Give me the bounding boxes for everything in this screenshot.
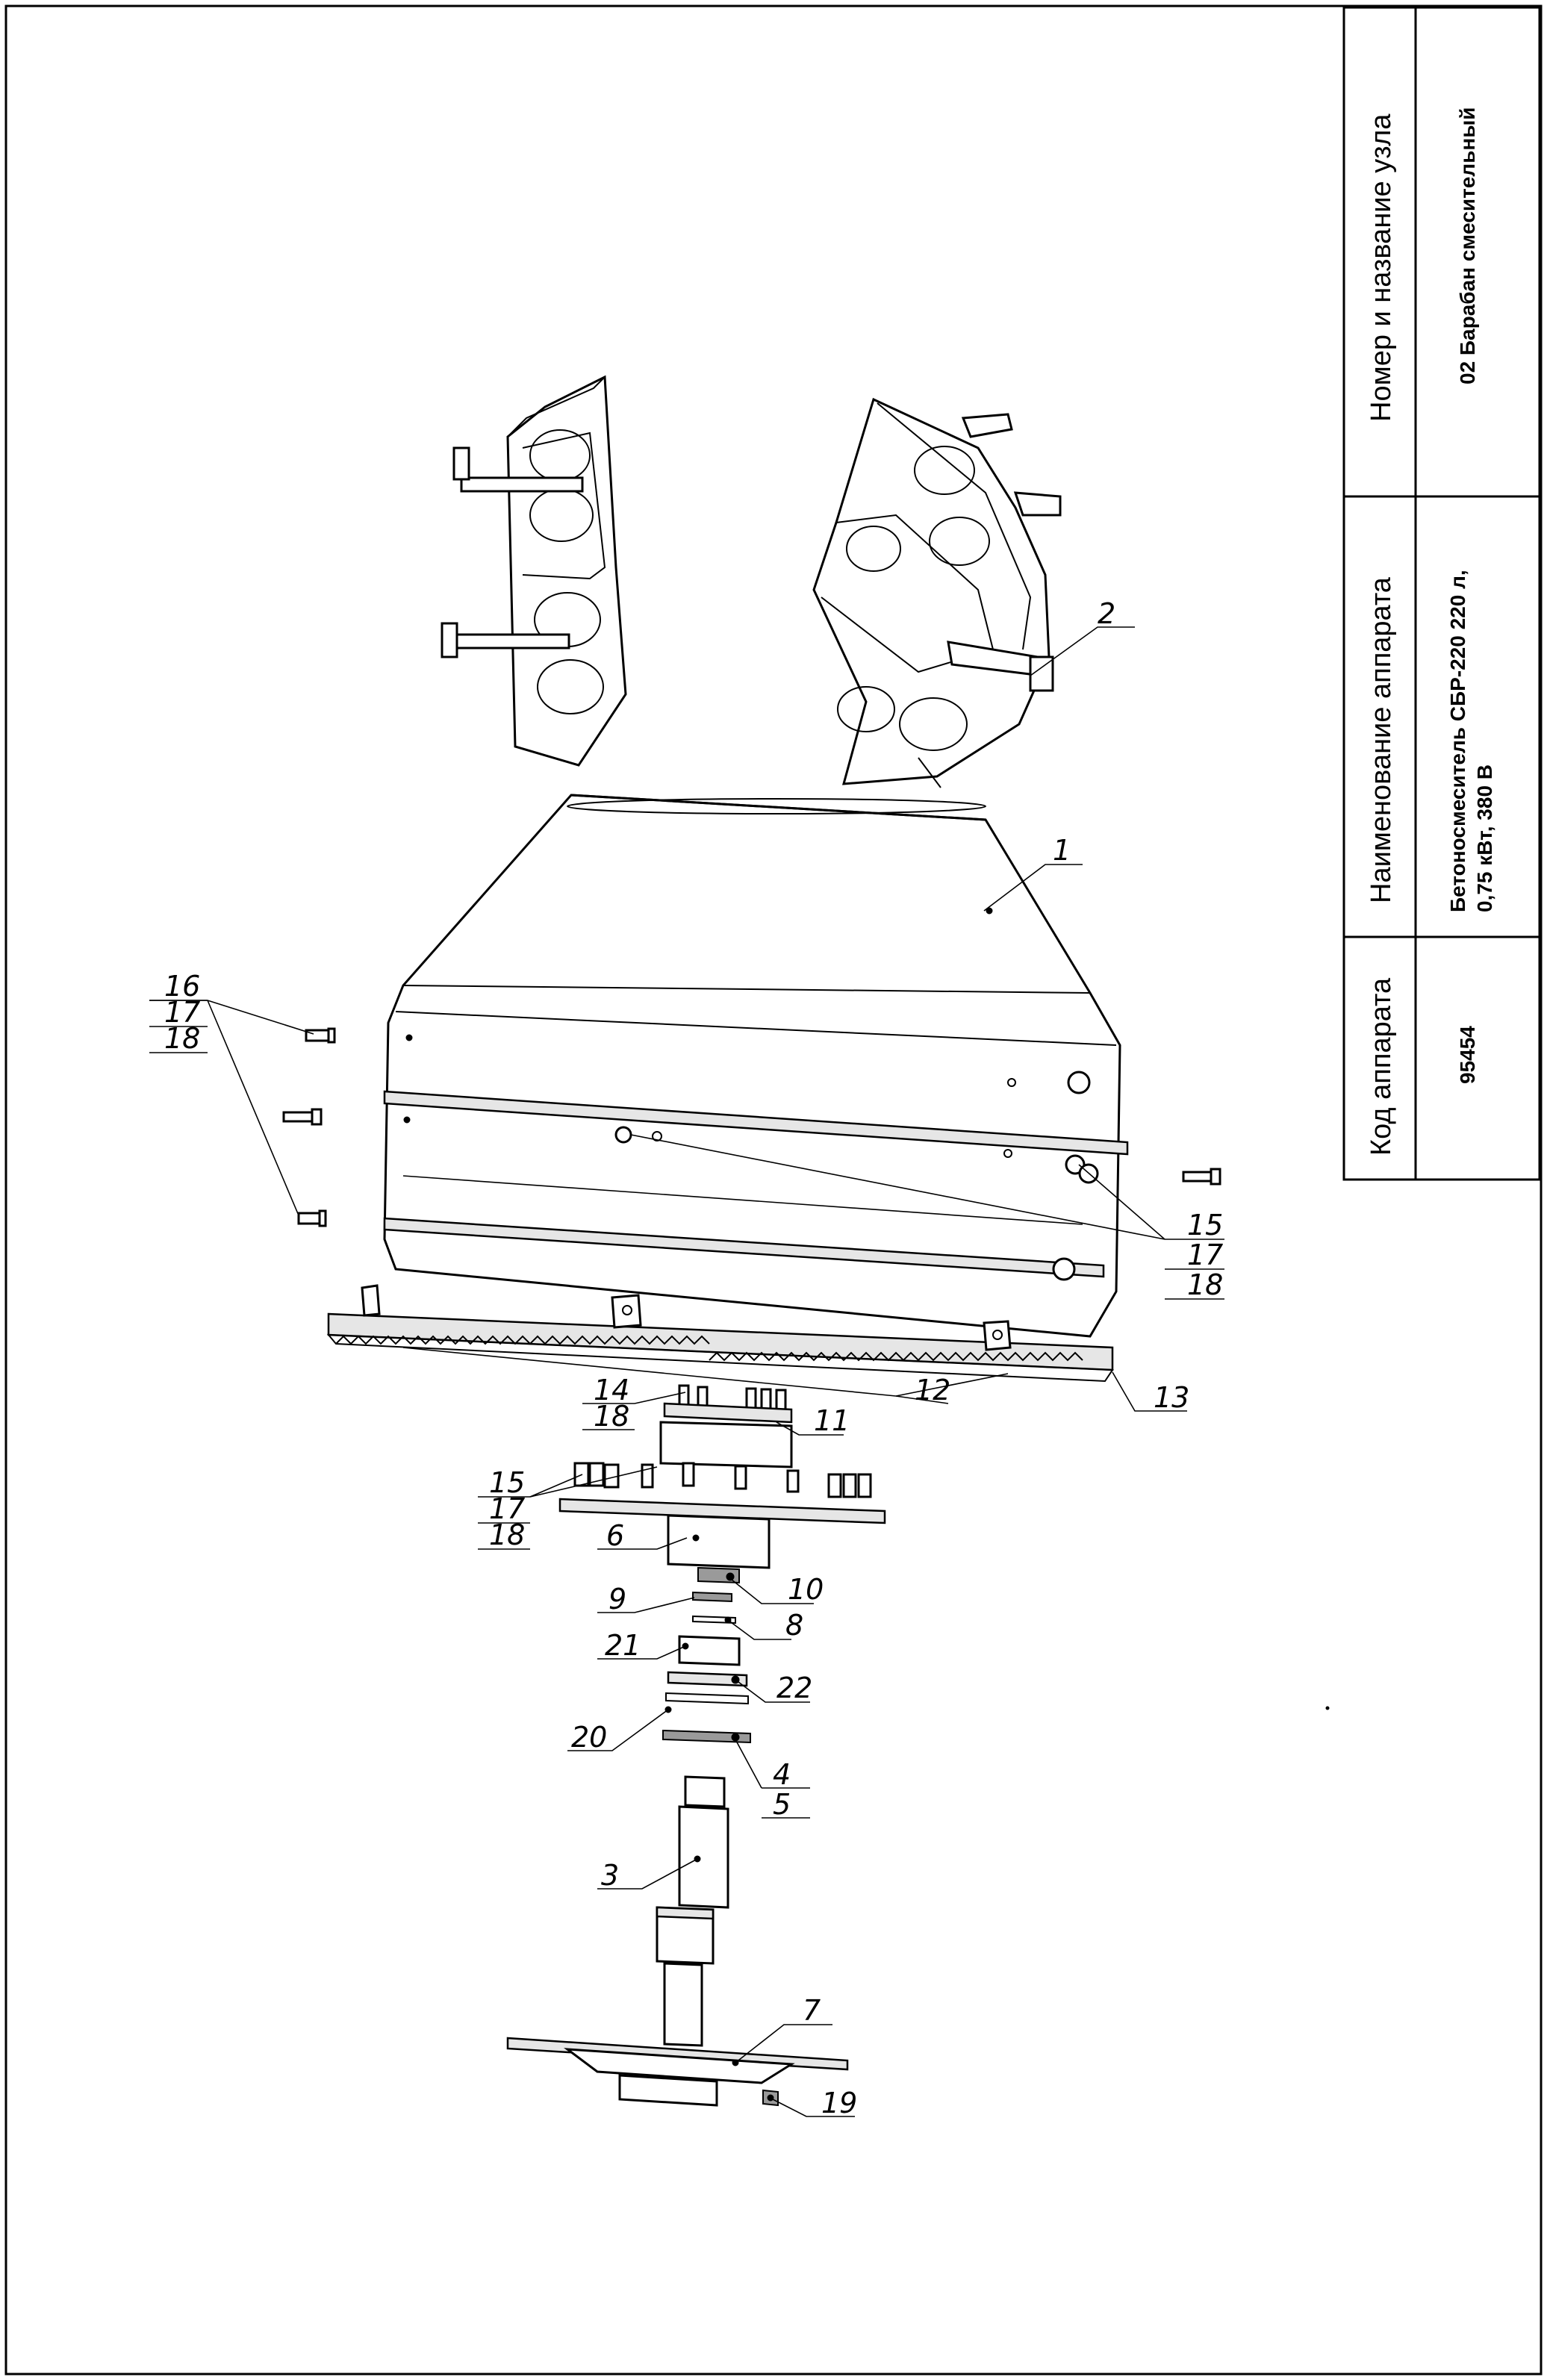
callout-20: 20 <box>571 1721 608 1754</box>
code-value: 95454 <box>1456 1026 1479 1084</box>
mixing-blade-right <box>814 399 1060 788</box>
callout-15-right: 15 <box>1187 1209 1224 1242</box>
callout-18-left: 18 <box>164 1022 201 1055</box>
callout-18-right: 18 <box>1187 1268 1224 1301</box>
callout-21: 21 <box>605 1629 641 1662</box>
shaft <box>657 1777 728 2046</box>
callout-9: 9 <box>608 1583 627 1616</box>
callout-2: 2 <box>1098 597 1116 630</box>
callout-1: 1 <box>1053 834 1071 867</box>
callout-3: 3 <box>601 1859 620 1892</box>
callout-6: 6 <box>606 1519 625 1552</box>
callout-17-right: 17 <box>1187 1239 1224 1271</box>
drum-body <box>385 795 1127 1336</box>
callout-17-mid: 17 <box>489 1492 526 1525</box>
unit-value: 02 Барабан смесительный <box>1456 107 1479 384</box>
callout-7: 7 <box>803 1994 821 2027</box>
callout-19: 19 <box>821 2087 858 2119</box>
callout-22: 22 <box>776 1672 813 1704</box>
title-block <box>1344 7 1540 1180</box>
callout-15-mid: 15 <box>489 1466 526 1499</box>
bottom-plate <box>508 2038 847 2105</box>
code-header: Код аппарата <box>1366 977 1397 1156</box>
callout-18-mid: 18 <box>594 1400 630 1433</box>
unit-header: Номер и название узла <box>1366 113 1397 422</box>
callout-17-left: 17 <box>164 996 201 1029</box>
callout-14: 14 <box>594 1374 630 1406</box>
bearing-stack <box>663 1592 750 1742</box>
apparatus-value-line1: Бетоносмеситель СБР-220 220 л, <box>1446 570 1469 912</box>
callout-4: 4 <box>773 1758 791 1791</box>
apparatus-value-line2: 0,75 кВт, 380 В <box>1473 764 1496 912</box>
callout-5: 5 <box>773 1788 791 1821</box>
callout-12: 12 <box>915 1374 951 1406</box>
callout-10: 10 <box>788 1573 824 1606</box>
mixing-blade-left <box>442 377 626 765</box>
stray-dot <box>1326 1707 1329 1710</box>
callout-13: 13 <box>1154 1381 1190 1414</box>
callout-16: 16 <box>164 970 201 1003</box>
callout-11: 11 <box>814 1404 850 1437</box>
callout-18-mid2: 18 <box>489 1518 526 1551</box>
apparatus-header: Наименование аппарата <box>1366 577 1397 903</box>
callout-8: 8 <box>785 1609 804 1642</box>
